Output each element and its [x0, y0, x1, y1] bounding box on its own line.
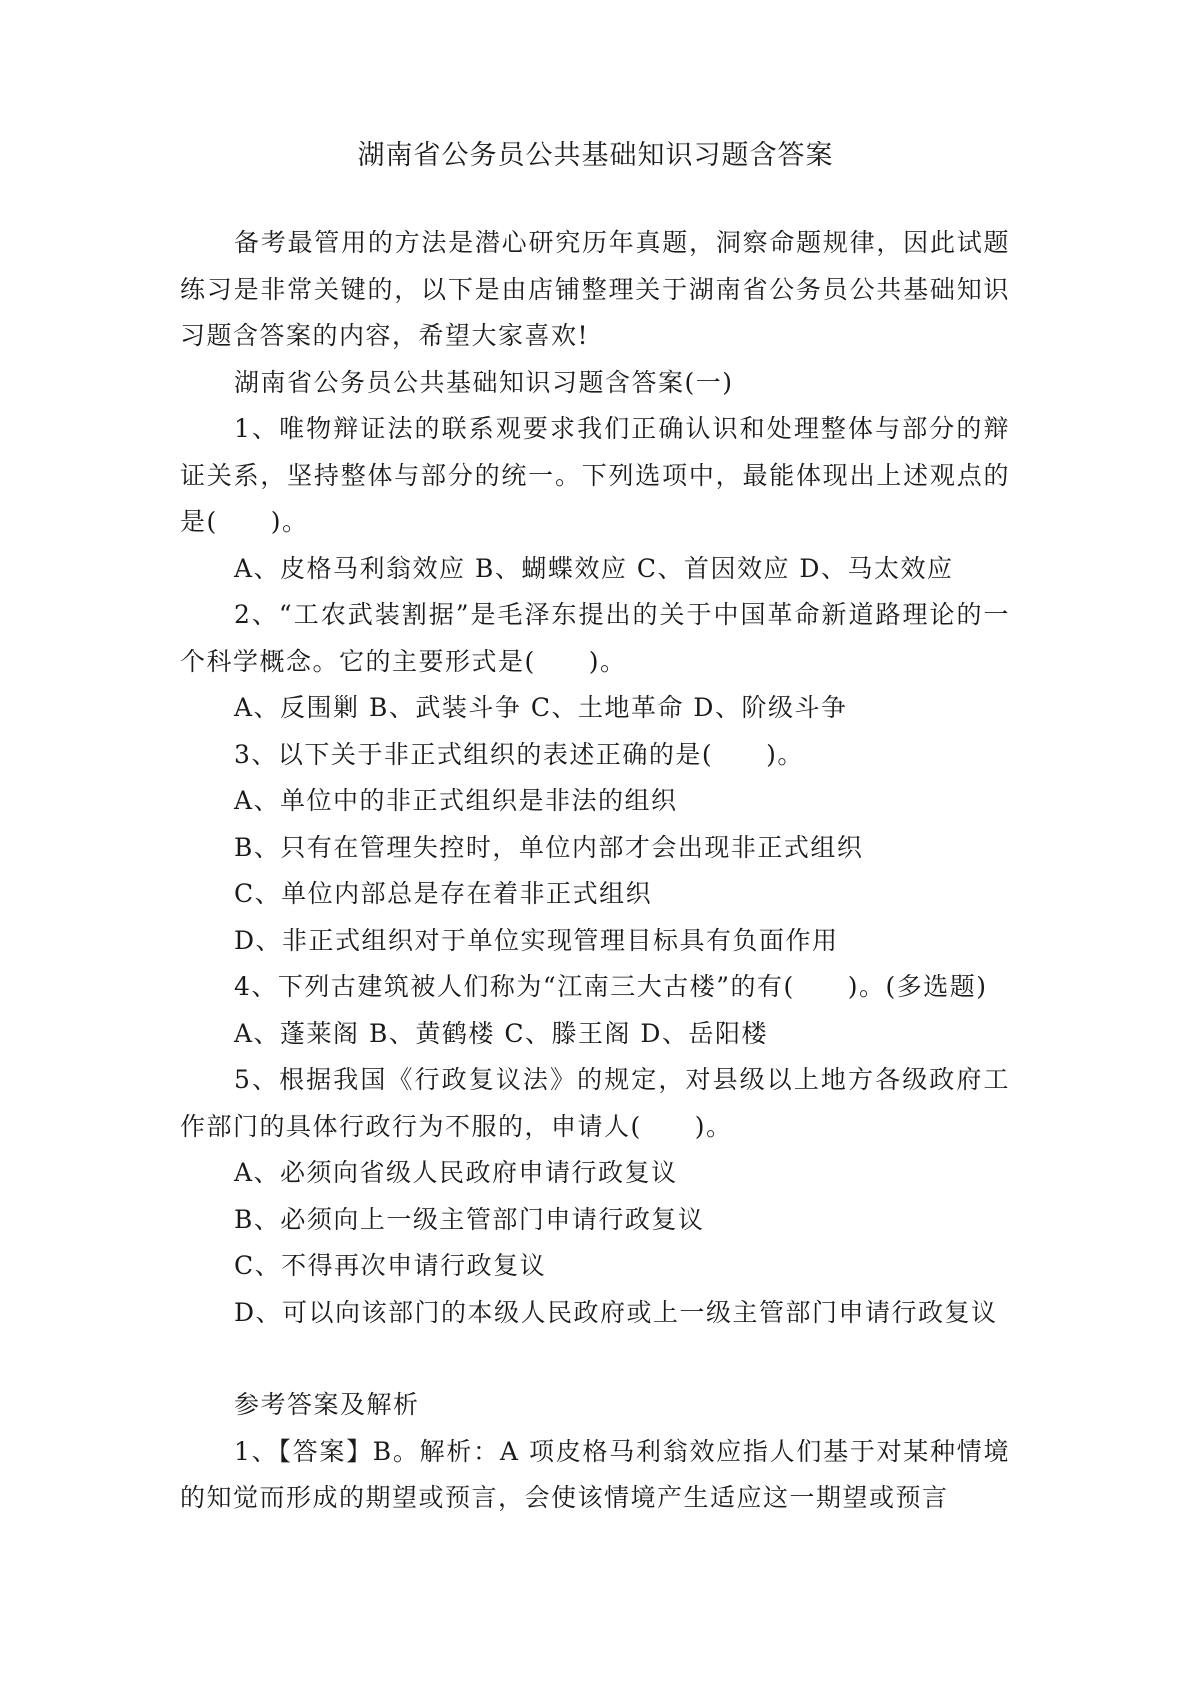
- question-3-option-a: A、单位中的非正式组织是非法的组织: [234, 786, 678, 815]
- question-2-stem: 2、“工农武装割据”是毛泽东提出的关于中国革命新道路理论的一个科学概念。它的主要形式是( )。: [180, 600, 1010, 676]
- answers-heading: 参考答案及解析: [234, 1390, 420, 1419]
- question-5-option-c: C、不得再次申请行政复议: [234, 1251, 547, 1280]
- question-3-option-c: C、单位内部总是存在着非正式组织: [234, 879, 653, 908]
- question-4-stem: 4、下列古建筑被人们称为“江南三大古楼”的有( )。(多选题): [234, 972, 988, 1001]
- question-4-options: A、蓬莱阁 B、黄鹤楼 C、滕王阁 D、岳阳楼: [234, 1018, 768, 1048]
- document-body: [180, 220, 1010, 1522]
- question-3-stem: 3、以下关于非正式组织的表述正确的是( )。: [234, 739, 804, 769]
- question-1-options: A、皮格马利翁效应 B、蝴蝶效应 C、首因效应 D、马太效应: [234, 553, 954, 583]
- question-2-options: A、反围剿 B、武装斗争 C、土地革命 D、阶级斗争: [234, 693, 848, 722]
- question-5-option-a: A、必须向省级人民政府申请行政复议: [234, 1158, 678, 1187]
- question-3-option-b: B、只有在管理失控时，单位内部才会出现非正式组织: [234, 832, 864, 862]
- question-5-stem: 5、根据我国《行政复议法》的规定，对县级以上地方各级政府工作部门的具体行政行为不服的，申请人( )。: [180, 1065, 1010, 1141]
- question-5-option-b: B、必须向上一级主管部门申请行政复议: [234, 1204, 705, 1234]
- section-heading: 湖南省公务员公共基础知识习题含答案(一): [234, 367, 734, 397]
- document-title: 湖南省公务员公共基础知识习题含答案: [357, 140, 834, 171]
- question-5-option-d: D、可以向该部门的本级人民政府或上一级主管部门申请行政复议: [234, 1297, 998, 1327]
- question-1-stem: 1、唯物辩证法的联系观要求我们正确认识和处理整体与部分的辩证关系，坚持整体与部分的统一。下列选项中，最能体现出上述观点的是( )。: [180, 414, 1010, 536]
- answer-1-text: 1、【答案】B。解析：A 项皮格马利翁效应指人们基于对某种情境的知觉而形成的期望或预言，会使该情境产生适应这一期望或预言: [180, 1436, 1010, 1512]
- question-3-option-d: D、非正式组织对于单位实现管理目标具有负面作用: [234, 925, 839, 955]
- intro-paragraph: 备考最管用的方法是潜心研究历年真题，洞察命题规律，因此试题练习是非常关键的，以下是由店铺整理关于湖南省公务员公共基础知识习题含答案的内容，希望大家喜欢!: [180, 228, 1010, 350]
